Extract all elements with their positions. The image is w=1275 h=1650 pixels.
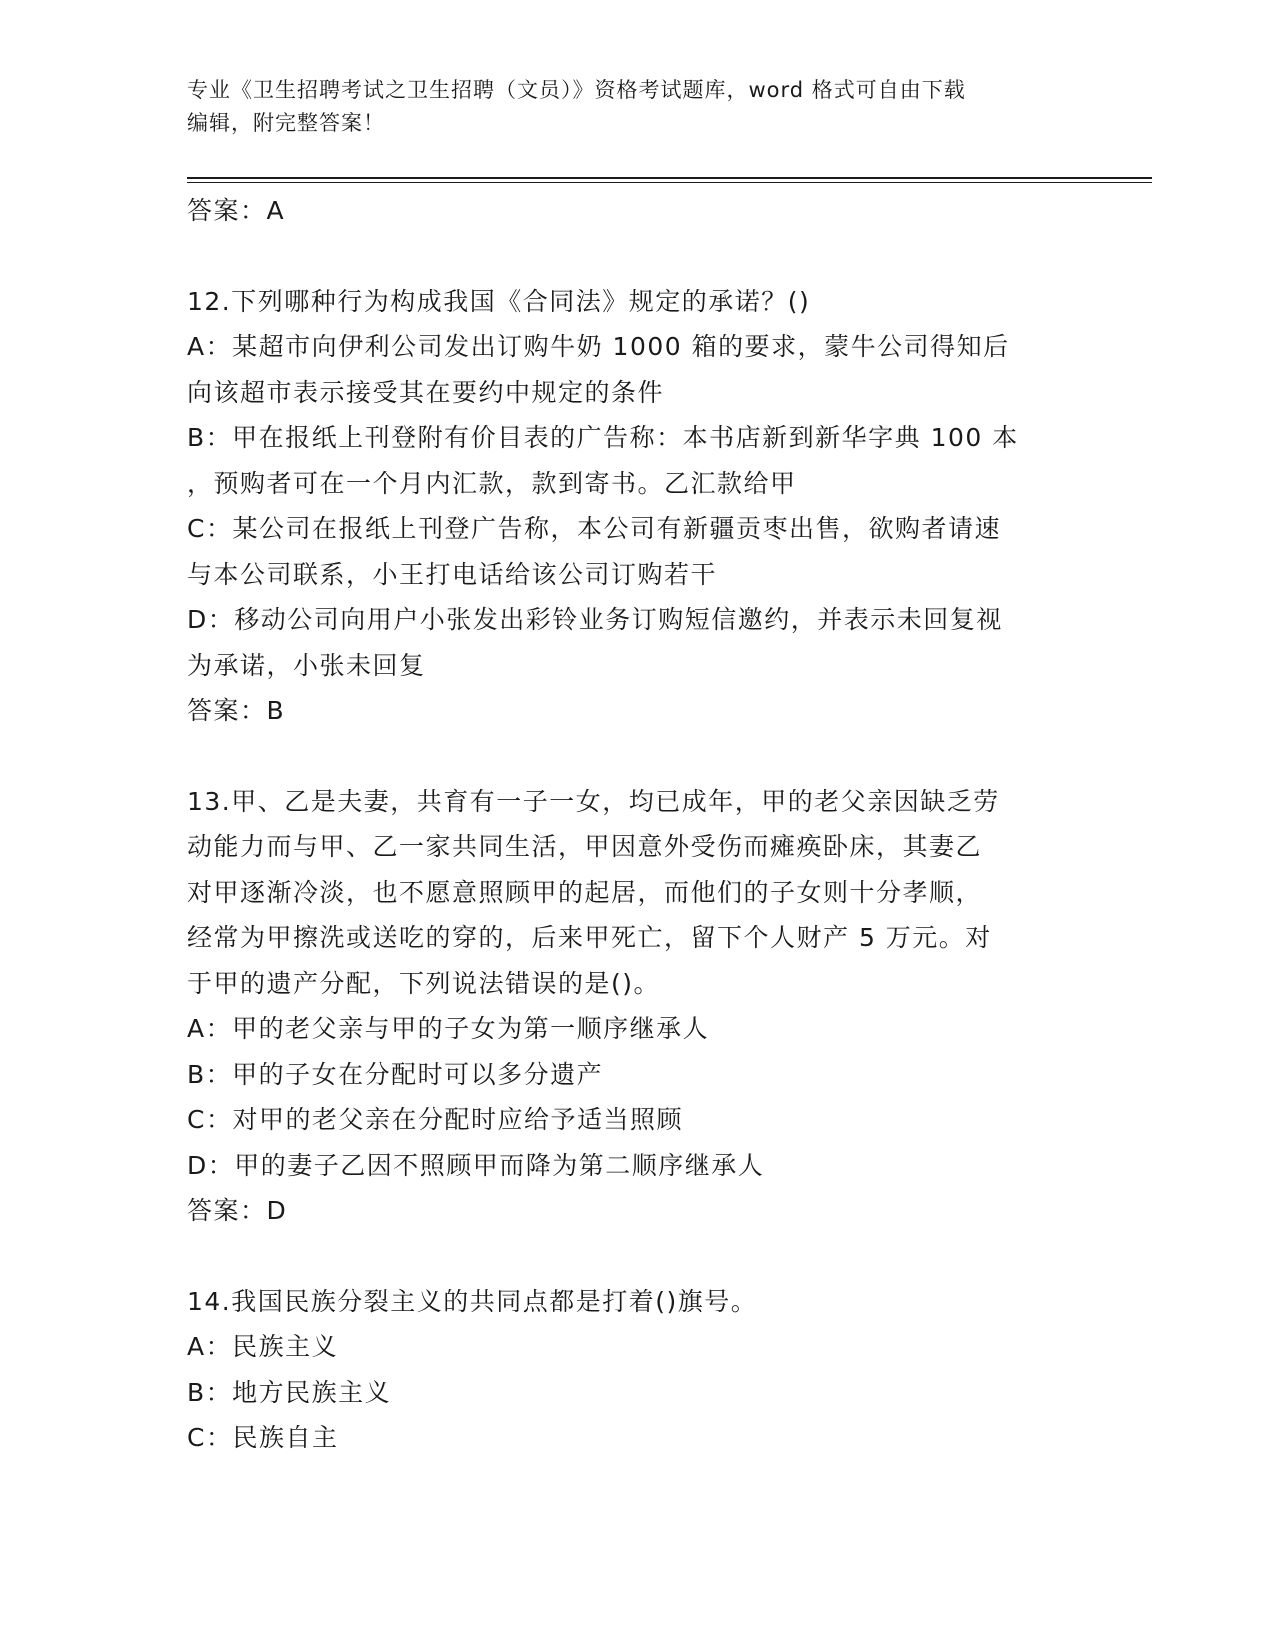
header-divider bbox=[187, 177, 1152, 179]
question-block bbox=[187, 279, 1087, 734]
option-d-line: D：移动公司向用户小张发出彩铃业务订购短信邀约，并表示未回复视 bbox=[187, 605, 1003, 634]
answer-line: 答案：B bbox=[187, 696, 286, 725]
question-block bbox=[187, 779, 1087, 1234]
question-stem-line: 于甲的遗产分配，下列说法错误的是()。 bbox=[187, 968, 661, 998]
spacer bbox=[187, 1234, 1087, 1279]
option-b-line: B：地方民族主义 bbox=[187, 1377, 392, 1407]
spacer bbox=[187, 234, 1087, 279]
option-d-line: D：甲的妻子乙因不照顾甲而降为第二顺序继承人 bbox=[187, 1150, 765, 1180]
question-stem-line: 经常为甲擦洗或送吃的穿的，后来甲死亡，留下个人财产 5 万元。对 bbox=[187, 923, 992, 952]
question-stem-line: 12.下列哪种行为构成我国《合同法》规定的承诺？() bbox=[187, 286, 811, 316]
option-b-line: ，预购者可在一个月内汇款，款到寄书。乙汇款给甲 bbox=[187, 468, 797, 498]
question-stem-line: 13.甲、乙是夫妻，共育有一子一女，均已成年，甲的老父亲因缺乏劳 bbox=[187, 786, 1000, 816]
header-line-1: 专业《卫生招聘考试之卫生招聘（文员）》资格考试题库，word 格式可自由下载 bbox=[187, 78, 966, 102]
option-a-line: 向该超市表示接受其在要约中规定的条件 bbox=[187, 377, 665, 407]
option-a-line: A：某超市向伊利公司发出订购牛奶 1000 箱的要求，蒙牛公司得知后 bbox=[187, 332, 1010, 361]
question-block bbox=[187, 1279, 1087, 1461]
option-b-line: B：甲的子女在分配时可以多分遗产 bbox=[187, 1059, 604, 1089]
question-stem-line: 动能力而与甲、乙一家共同生活，甲因意外受伤而瘫痪卧床，其妻乙 bbox=[187, 832, 983, 861]
option-c-line: C：民族自主 bbox=[187, 1423, 339, 1452]
option-c-line: C：对甲的老父亲在分配时应给予适当照顾 bbox=[187, 1105, 683, 1134]
answer-line: 答案：D bbox=[187, 1196, 288, 1225]
option-d-line: 为承诺，小张未回复 bbox=[187, 650, 426, 680]
spacer bbox=[187, 734, 1087, 779]
option-a-line: A：民族主义 bbox=[187, 1332, 339, 1361]
question-stem-line: 对甲逐渐冷淡，也不愿意照顾甲的起居，而他们的子女则十分孝顺， bbox=[187, 877, 983, 907]
question-stem-line: 14.我国民族分裂主义的共同点都是打着()旗号。 bbox=[187, 1286, 758, 1316]
header-divider-thin bbox=[187, 182, 1152, 183]
option-b-line: B：甲在报纸上刊登附有价目表的广告称：本书店新到新华字典 100 本 bbox=[187, 423, 1019, 452]
document-header bbox=[187, 74, 1087, 140]
option-c-line: C：某公司在报纸上刊登广告称，本公司有新疆贡枣出售，欲购者请速 bbox=[187, 514, 1001, 543]
question-content bbox=[187, 188, 1087, 1461]
header-line-2: 编辑，附完整答案！ bbox=[187, 111, 385, 135]
previous-answer: 答案：A bbox=[187, 196, 286, 225]
option-c-line: 与本公司联系，小王打电话给该公司订购若干 bbox=[187, 559, 718, 589]
option-a-line: A：甲的老父亲与甲的子女为第一顺序继承人 bbox=[187, 1014, 710, 1043]
